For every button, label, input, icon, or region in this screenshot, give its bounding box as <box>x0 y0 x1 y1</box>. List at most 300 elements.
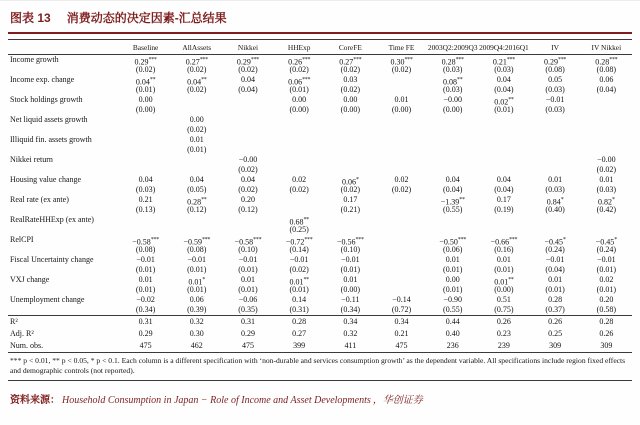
significance-stars: *** <box>609 57 618 63</box>
se-value: (0.39) <box>187 305 207 314</box>
se-value <box>325 165 376 175</box>
coef-cell <box>120 55 171 76</box>
coef-cell <box>530 75 581 95</box>
significance-stars: * <box>563 237 566 243</box>
coef-value: 0.01 <box>189 135 204 144</box>
coef-cell <box>274 155 325 175</box>
stat-value: 0.23 <box>496 329 511 338</box>
se-value: (0.55) <box>443 205 463 214</box>
coef-value: 0.28** <box>187 197 207 207</box>
coef-value <box>120 115 171 125</box>
stat-value: 0.21 <box>394 329 409 338</box>
se-value <box>478 165 529 175</box>
se-value: (0.03) <box>135 185 156 194</box>
coef-value: 0.68** <box>289 217 309 227</box>
coef-value: −0.01 <box>545 95 565 104</box>
se-value: (0.00) <box>340 285 360 294</box>
coef-cell <box>530 135 581 155</box>
coef-value: 0.20 <box>240 195 255 204</box>
se-value: (0.03) <box>494 65 514 74</box>
coef-cell <box>427 275 478 295</box>
coef-value: 0.00 <box>445 275 460 284</box>
coef-cell <box>427 255 478 275</box>
coef-value: −0.01 <box>289 255 309 264</box>
coef-value: 0.29*** <box>134 57 157 67</box>
row-label: VXJ change <box>10 275 50 284</box>
coef-value <box>325 115 376 125</box>
coef-cell <box>478 195 529 215</box>
coef-cell <box>171 195 222 215</box>
se-value <box>376 125 427 135</box>
coef-value <box>222 115 273 125</box>
coef-value <box>376 215 427 225</box>
coef-cell <box>120 275 171 295</box>
se-value <box>274 165 325 175</box>
se-value: (0.01) <box>135 285 156 294</box>
coef-cell <box>274 275 325 295</box>
coef-cell <box>171 215 222 235</box>
significance-stars: ** <box>303 277 309 283</box>
coef-cell <box>222 135 273 155</box>
chart-title <box>8 7 632 32</box>
coef-value <box>581 135 632 145</box>
coef-value: 0.27*** <box>339 57 362 67</box>
se-value: (0.01) <box>238 265 258 274</box>
coef-value: −0.90 <box>443 295 462 304</box>
se-value <box>376 225 427 235</box>
coef-value <box>274 135 325 145</box>
significance-stars: *** <box>150 237 159 243</box>
coef-value <box>376 235 427 245</box>
se-value: (0.00) <box>391 105 412 114</box>
stat-row <box>8 328 632 340</box>
coef-cell <box>478 115 529 135</box>
row-label: Income exp. change <box>10 75 75 84</box>
coef-value <box>274 115 325 125</box>
se-value: (0.01) <box>238 285 258 294</box>
source-text: Household Consumption in Japan − Role of Income and Asset Developments <box>62 395 371 406</box>
coef-cell <box>274 135 325 155</box>
significance-stars: * <box>611 197 615 203</box>
coef-value <box>530 135 581 145</box>
coef-cell <box>120 295 171 316</box>
coef-value: 0.20 <box>599 295 614 304</box>
coef-cell <box>478 95 529 115</box>
coef-cell <box>478 155 529 175</box>
coef-cell <box>478 55 529 76</box>
table-row <box>8 155 632 175</box>
se-value: (0.02) <box>289 265 309 274</box>
coef-cell <box>222 195 273 215</box>
row-label: Nikkei return <box>10 155 53 164</box>
coef-value: −0.06 <box>238 295 258 304</box>
significance-stars: ** <box>508 97 514 103</box>
coef-value <box>376 75 427 85</box>
stat-value: 0.34 <box>325 316 376 329</box>
se-value: (0.05) <box>187 185 207 194</box>
se-value: (0.04) <box>596 85 616 94</box>
coef-value: −0.00 <box>597 155 616 164</box>
coef-value: 0.26*** <box>288 57 311 67</box>
se-value <box>376 145 427 155</box>
coef-cell <box>376 275 427 295</box>
se-value: (0.12) <box>238 205 258 214</box>
significance-stars: *** <box>148 57 157 63</box>
coef-value: 0.01 <box>394 95 409 104</box>
se-value: (0.13) <box>135 205 156 214</box>
coef-value: 0.00 <box>343 95 358 104</box>
table-row <box>8 235 632 255</box>
stat-value: 0.29 <box>240 329 255 338</box>
coef-value: −0.00 <box>238 155 258 164</box>
footnote: *** p < 0.01, ** p < 0.05, * p < 0.1. Each column is a different specification with ‘non-durable and services consumption growth’ as the dependent variable. All specifications include region fixed effects and demographic controls (not reported). <box>8 353 632 381</box>
significance-stars: *** <box>455 57 464 63</box>
coef-value <box>376 135 427 145</box>
row-label: RealRateHHExp (ex ante) <box>10 215 94 224</box>
coef-cell <box>325 215 376 235</box>
se-value: (0.00) <box>340 105 360 114</box>
coef-cell <box>171 95 222 115</box>
coef-value: 0.51 <box>496 295 511 304</box>
coef-value: 0.01 <box>240 275 255 284</box>
coef-cell <box>530 275 581 295</box>
coef-value <box>376 155 427 165</box>
se-value: (0.03) <box>443 85 463 94</box>
significance-stars: *** <box>353 57 362 63</box>
coef-value <box>376 115 427 125</box>
coef-cell <box>325 135 376 155</box>
coef-cell <box>171 175 222 195</box>
se-value: (0.10) <box>340 245 360 254</box>
se-value: (0.01) <box>187 265 207 274</box>
se-value: (0.02) <box>391 65 412 74</box>
chart-title-text: 消费动态的决定因素-汇总结果 <box>66 11 227 25</box>
coef-cell <box>581 215 632 235</box>
coef-value: 0.02** <box>494 97 514 107</box>
se-value: (0.24) <box>545 245 565 254</box>
coef-value: 0.04 <box>445 175 460 184</box>
stat-value: 236 <box>427 340 478 353</box>
stat-value: 0.40 <box>445 329 460 338</box>
coef-value: 0.28*** <box>595 57 618 67</box>
se-value: (0.19) <box>494 205 514 214</box>
se-value: (0.55) <box>443 305 463 314</box>
coef-value: 0.03 <box>343 75 358 84</box>
significance-stars: *** <box>558 57 567 63</box>
se-value: (0.02) <box>187 65 207 74</box>
coef-value: 0.01** <box>289 277 309 287</box>
se-value <box>581 145 632 155</box>
se-value: (0.03) <box>545 105 565 114</box>
se-value: (0.14) <box>289 245 309 254</box>
coef-value <box>325 135 376 145</box>
significance-stars: *** <box>199 57 208 63</box>
coef-cell <box>427 75 478 95</box>
se-value <box>427 125 478 135</box>
results-table <box>8 39 632 381</box>
coef-cell <box>581 115 632 135</box>
se-value <box>427 225 478 235</box>
se-value: (0.37) <box>545 305 565 314</box>
coef-cell <box>325 195 376 215</box>
coef-value: −0.01 <box>545 255 565 264</box>
significance-stars: *** <box>253 237 262 243</box>
coef-value <box>376 275 427 285</box>
coef-value <box>530 215 581 225</box>
se-value: (0.01) <box>596 265 616 274</box>
coef-value <box>376 255 427 265</box>
significance-stars: *** <box>302 77 311 83</box>
coef-value: 0.04 <box>138 175 153 184</box>
coef-cell <box>427 235 478 255</box>
coef-value: 0.06 <box>189 295 204 304</box>
coef-value: 0.02 <box>292 175 307 184</box>
significance-stars: *** <box>404 57 413 63</box>
se-value: (0.02) <box>340 85 360 94</box>
se-value <box>171 105 222 115</box>
se-value: (0.25) <box>289 225 309 234</box>
coef-value: −0.11 <box>341 295 360 304</box>
se-value <box>581 105 632 115</box>
title-rule <box>8 32 632 34</box>
coef-cell <box>171 275 222 295</box>
coef-cell <box>376 55 427 76</box>
coef-value: 0.00 <box>292 95 307 104</box>
se-value <box>222 225 273 235</box>
coef-value: 0.01 <box>548 175 563 184</box>
significance-stars: *** <box>506 57 515 63</box>
source-label: 资料来源： <box>10 395 60 406</box>
coef-value: 0.01 <box>599 175 614 184</box>
stat-value: 309 <box>581 340 632 353</box>
coef-value: 0.04 <box>496 175 511 184</box>
coef-cell <box>222 255 273 275</box>
stat-value: 239 <box>478 340 529 353</box>
coef-cell <box>581 275 632 295</box>
row-label: Income growth <box>10 55 59 64</box>
coef-cell <box>171 115 222 135</box>
coef-cell <box>427 195 478 215</box>
table-row <box>8 75 632 95</box>
se-value <box>427 165 478 175</box>
coef-cell <box>376 295 427 316</box>
se-value <box>274 205 325 215</box>
row-label: Net liquid assets growth <box>10 115 88 124</box>
se-value: (0.00) <box>443 105 463 114</box>
coef-value <box>222 135 273 145</box>
coef-cell <box>530 295 581 316</box>
coef-value: 0.04 <box>496 75 511 84</box>
se-value <box>325 125 376 135</box>
row-label: RelCPI <box>10 235 34 244</box>
stat-value: 462 <box>171 340 222 353</box>
coef-cell <box>222 115 273 135</box>
coef-cell <box>120 135 171 155</box>
source-suffix: ，华创证券 <box>372 395 423 406</box>
coef-value: −0.01 <box>187 255 207 264</box>
coef-cell <box>222 215 273 235</box>
coef-value: 0.02 <box>394 175 409 184</box>
significance-stars: *** <box>457 237 467 243</box>
coef-cell <box>478 255 529 275</box>
coef-cell <box>120 115 171 135</box>
coef-value <box>581 95 632 105</box>
column-header: AllAssets <box>171 40 222 55</box>
stat-value: 0.29 <box>138 329 153 338</box>
stat-value: 475 <box>222 340 273 353</box>
table-row <box>8 115 632 135</box>
se-value: (0.35) <box>238 305 258 314</box>
coef-cell <box>581 135 632 155</box>
stat-value: 0.32 <box>171 316 222 329</box>
coef-cell <box>376 155 427 175</box>
stat-value: 0.31 <box>120 316 171 329</box>
coef-cell <box>274 195 325 215</box>
stat-value: 0.31 <box>222 316 273 329</box>
se-value: (0.02) <box>289 185 309 194</box>
se-value: (0.42) <box>596 205 616 214</box>
se-value <box>376 245 427 255</box>
coef-value: −0.50*** <box>439 237 467 247</box>
coef-cell <box>171 255 222 275</box>
coef-value <box>120 135 171 145</box>
significance-stars: ** <box>149 77 156 83</box>
stat-value: 399 <box>274 340 325 353</box>
coef-value <box>530 115 581 125</box>
stat-value: 0.25 <box>548 329 563 338</box>
coef-value: 0.06 <box>599 75 614 84</box>
coef-cell <box>274 215 325 235</box>
column-header: IV <box>530 40 581 55</box>
se-value <box>478 145 529 155</box>
coef-value: −0.45* <box>595 237 617 247</box>
se-value: (0.08) <box>596 65 616 74</box>
se-value: (0.75) <box>494 305 514 314</box>
column-header: 2003Q2:2009Q3 <box>427 40 478 55</box>
coef-cell <box>222 55 273 76</box>
se-value: (0.01) <box>135 265 156 274</box>
se-value: (0.01) <box>596 285 616 294</box>
stat-value: 309 <box>530 340 581 353</box>
coef-value <box>171 155 222 165</box>
coef-value: −0.14 <box>392 295 411 304</box>
stat-value: 0.30 <box>189 329 204 338</box>
se-value: (0.00) <box>289 105 309 114</box>
coef-cell <box>478 235 529 255</box>
coef-cell <box>478 135 529 155</box>
table-row <box>8 95 632 115</box>
coef-cell <box>325 275 376 295</box>
coef-cell <box>222 155 273 175</box>
coef-value: 0.28*** <box>441 57 464 67</box>
se-value: (0.16) <box>494 245 514 254</box>
coef-cell <box>478 295 529 316</box>
coef-cell <box>376 215 427 235</box>
se-value <box>222 105 273 115</box>
coef-value: 0.27*** <box>185 57 208 67</box>
coef-value <box>274 155 325 165</box>
se-value <box>376 165 427 175</box>
coef-cell <box>274 175 325 195</box>
coef-cell <box>581 255 632 275</box>
se-value <box>325 145 376 155</box>
significance-stars: ** <box>508 277 514 283</box>
significance-stars: *** <box>250 57 260 63</box>
coef-value: 0.04 <box>240 75 255 84</box>
coef-value <box>325 215 376 225</box>
se-value: (0.02) <box>238 65 258 74</box>
coef-cell <box>222 295 273 316</box>
coef-cell <box>530 255 581 275</box>
coef-cell <box>120 155 171 175</box>
coef-cell <box>427 295 478 316</box>
se-value <box>222 125 273 135</box>
coef-value: −0.72*** <box>285 237 313 247</box>
stat-row <box>8 316 632 329</box>
coef-value: 0.14 <box>292 295 307 304</box>
se-value: (0.03) <box>443 65 463 74</box>
coef-cell <box>581 175 632 195</box>
coef-cell <box>222 175 273 195</box>
coef-cell <box>120 235 171 255</box>
coef-cell <box>274 55 325 76</box>
coef-cell <box>427 175 478 195</box>
coef-value: 0.01** <box>494 277 514 287</box>
se-value: (0.72) <box>391 305 412 314</box>
row-label: Stock holdings growth <box>10 95 83 104</box>
coef-value <box>376 195 427 205</box>
coef-value: 0.00 <box>138 95 153 104</box>
se-value: (0.06) <box>443 245 463 254</box>
column-header: Baseline <box>120 40 171 55</box>
se-value <box>530 165 581 175</box>
se-value: (0.01) <box>494 105 514 114</box>
se-value: (0.02) <box>391 185 412 194</box>
se-value <box>376 85 427 95</box>
coef-value <box>274 195 325 205</box>
se-value: (0.02) <box>596 165 616 174</box>
table-row <box>8 255 632 275</box>
coef-cell <box>376 235 427 255</box>
se-value: (0.02) <box>238 165 258 174</box>
table-row <box>8 175 632 195</box>
se-value: (0.34) <box>340 305 360 314</box>
coef-value: 0.04 <box>189 175 204 184</box>
coef-value: 0.30*** <box>390 57 413 67</box>
significance-stars: *** <box>201 237 211 243</box>
coef-value: −0.58*** <box>132 237 159 247</box>
row-label: Real rate (ex ante) <box>10 195 69 204</box>
coef-value <box>325 155 376 165</box>
se-value <box>120 145 171 155</box>
se-value: (0.01) <box>340 265 360 274</box>
coef-value: 0.17 <box>496 195 511 204</box>
coef-cell <box>171 75 222 95</box>
coef-value: −0.45* <box>544 237 566 247</box>
header-corner-cell <box>8 40 120 55</box>
stat-value: 0.34 <box>376 316 427 329</box>
coef-cell <box>120 215 171 235</box>
coef-cell <box>427 95 478 115</box>
coef-value: −0.58*** <box>234 237 262 247</box>
coef-cell <box>530 95 581 115</box>
se-value <box>478 225 529 235</box>
coef-value: 0.04** <box>187 77 207 87</box>
table-row <box>8 135 632 155</box>
se-value: (0.58) <box>596 305 616 314</box>
coef-cell <box>274 235 325 255</box>
coef-value: 0.05 <box>548 75 563 84</box>
